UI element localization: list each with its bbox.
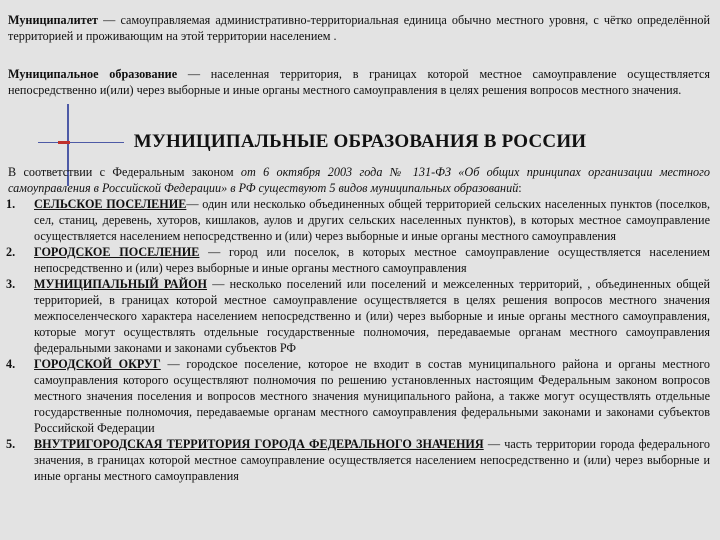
list-item-body (34, 356, 710, 436)
list-item (6, 276, 710, 356)
list-item (6, 244, 710, 276)
definition-text: — населенная территория, в границах которой местное самоуправление осуществляется непосредственно и(или) через выборные и иные органы местного самоуправления в целях решения вопросов местного значения. (8, 67, 710, 97)
definition-municipality (8, 12, 710, 44)
list-item-term: МУНИЦИПАЛЬНЫЙ РАЙОН (34, 277, 208, 291)
list-item-number: 3. (6, 277, 16, 291)
law-reference: от 6 октября 2003 года № 131-ФЗ «Об общих принципах организации местного самоуправления в Российской Федерации» в РФ существуют 5 видов муниципальных образований (8, 165, 710, 195)
list-item-number: 2. (6, 245, 16, 259)
list-item-body (34, 436, 710, 484)
term-municipality: Муниципалитет (8, 13, 98, 27)
list-item (6, 436, 710, 484)
definition-text: — самоуправляемая административно-территориальная единица обычно местного уровня, с чётко определённой территорией и проживающим на этой территории населением . (8, 13, 710, 43)
list-item-body (34, 244, 710, 276)
intro-pre: В соответствии с Федеральным законом (8, 165, 241, 179)
definition-municipal-formation (8, 66, 710, 98)
intro-paragraph (8, 164, 710, 196)
list-item-term: ГОРОДСКОЙ ОКРУГ (34, 357, 161, 371)
list-item (6, 196, 710, 244)
list-item-term: ГОРОДСКОЕ ПОСЕЛЕНИЕ (34, 245, 200, 259)
list-item-number: 5. (6, 437, 16, 451)
intro-post: : (518, 181, 522, 195)
list-item (6, 356, 710, 436)
list-item-term: ВНУТРИГОРОДСКАЯ ТЕРРИТОРИЯ ГОРОДА ФЕДЕРАЛЬНОГО ЗНАЧЕНИЯ (34, 437, 484, 451)
list-item-text: — несколько поселений или поселений и межселенных территорий, , объединенных общей территорией, в границах которой местное самоуправление осуществляется в целях решения вопросов местного значения межпоселенческого характера населением непосредственно и (или) через выборные и иные органы местного самоуправления, которые могут осуществлять отдельные государственные полномочия, передаваемые органам местного самоуправления федеральными законами и законами субъектов РФ (34, 277, 710, 355)
list-item-body (34, 276, 710, 356)
list-item-number: 4. (6, 357, 16, 371)
list-item-text: — один или несколько объединенных общей территорией сельских населенных пунктов (поселков, сел, станиц, деревень, хуторов, кишлаков, аулов и других сельских населенных пунктов), в которых местное самоуправление осуществляется населением непосредственно и (или) через выборные и иные органы местного самоуправления (34, 197, 710, 243)
list-item-term: СЕЛЬСКОЕ ПОСЕЛЕНИЕ (34, 197, 187, 211)
list-item-text: — городское поселение, которое не входит в состав муниципального района и органы местного самоуправления которого осуществляют полномочия по решению установленных настоящим Федеральным законом вопросов местного значения поселения и вопросов местного значения муниципального района, а также могут осуществлять отдельные государственные полномочия, передаваемые органам местного самоуправления федеральными законами и законами субъектов Российской Федерации (34, 357, 710, 435)
list-item-text: — часть территории города федерального значения, в границах которой местное самоуправление осуществляется населением непосредственно и (или) через выборные и иные органы местного самоуправления (34, 437, 710, 483)
list-item-number: 1. (6, 197, 16, 211)
formation-types-list (6, 196, 710, 484)
list-item-body (34, 196, 710, 244)
list-item-text: — город или поселок, в которых местное самоуправление осуществляется населением непосредственно и (или) через выборные и иные органы местного самоуправления (34, 245, 710, 275)
page-title: МУНИЦИПАЛЬНЫЕ ОБРАЗОВАНИЯ В РОССИИ (133, 131, 587, 152)
term-municipal-formation: Муниципальное образование (8, 67, 178, 81)
